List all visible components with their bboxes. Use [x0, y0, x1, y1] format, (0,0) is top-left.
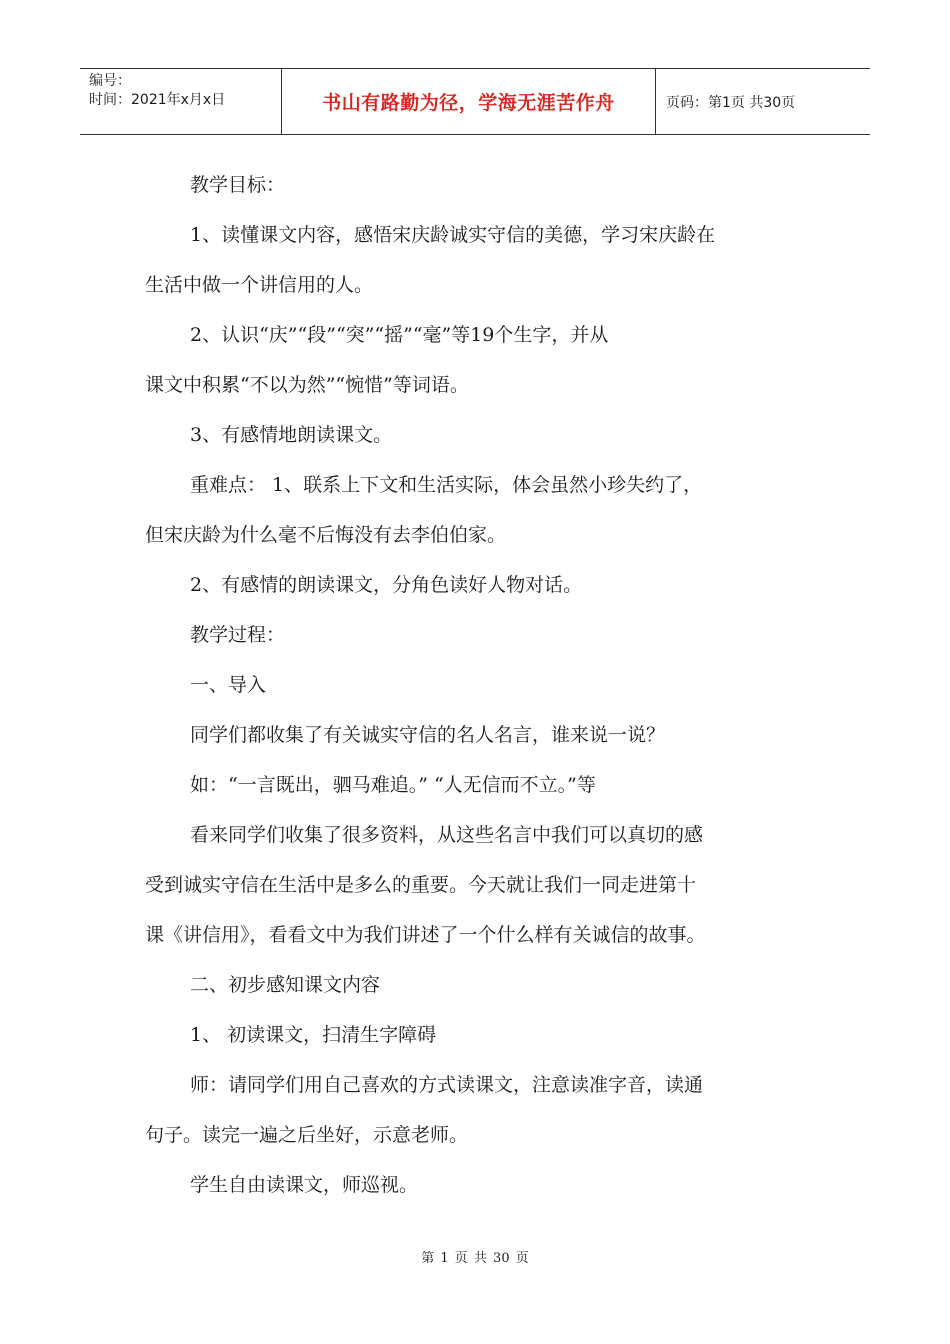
number-label: 编号：	[89, 73, 131, 89]
objective-2-line-2: 课文中积累“不以为然”“惋惜”等词语。	[145, 374, 469, 396]
paragraph-line: 师：请同学们用自己喜欢的方式读课文，注意读准字音，读通	[190, 1074, 704, 1096]
page-footer	[0, 1247, 950, 1266]
subheading-intro: 一、导入	[190, 674, 267, 696]
paragraph-line: 如：“一言既出，驷马难追。” “人无信而不立。”等	[190, 774, 596, 796]
section-heading-process: 教学过程：	[190, 624, 286, 646]
header-meta-cell	[80, 69, 282, 134]
document-body	[145, 160, 810, 1210]
paragraph-line: 学生自由读课文，师巡视。	[190, 1174, 419, 1196]
header-page-cell	[656, 69, 870, 134]
header-page-info: 页码：第1页 共30页	[666, 94, 796, 111]
paragraph-line: 受到诚实守信在生活中是多么的重要。今天就让我们一同走进第十	[145, 874, 697, 896]
objective-1-line-2: 生活中做一个讲信用的人。	[145, 274, 374, 296]
objective-2-line-1: 2、认识“庆”“段”“突”“摇”“毫”等19个生字，并从	[190, 324, 609, 346]
paragraph-line: 句子。读完一遍之后坐好，示意老师。	[145, 1124, 469, 1146]
key-points-line-1: 重难点： 1、联系上下文和生活实际，体会虽然小珍失约了，	[190, 474, 703, 496]
document-header	[80, 68, 870, 135]
footer-page-number: 第 1 页 共 30 页	[421, 1251, 529, 1266]
objective-1-line-1: 1、读懂课文内容，感悟宋庆龄诚实守信的美德，学习宋庆龄在	[190, 224, 716, 246]
objective-3: 3、有感情地朗读课文。	[190, 424, 393, 446]
key-points-2: 2、有感情的朗读课文，分角色读好人物对话。	[190, 574, 583, 596]
paragraph-line: 课《讲信用》，看看文中为我们讲述了一个什么样有关诚信的故事。	[145, 924, 706, 946]
paragraph-line: 同学们都收集了有关诚实守信的名人名言，谁来说一说？	[190, 724, 666, 746]
section-heading-objectives: 教学目标：	[190, 174, 286, 196]
key-points-line-2: 但宋庆龄为什么毫不后悔没有去李伯伯家。	[145, 524, 507, 546]
time-label: 时间：2021年x月x日	[89, 92, 226, 108]
motto-text: 书山有路勤为径，学海无涯苦作舟	[322, 92, 615, 114]
subheading-perception: 二、初步感知课文内容	[190, 974, 381, 996]
header-motto-cell	[282, 69, 656, 134]
step-1: 1、 初读课文，扫清生字障碍	[190, 1024, 437, 1046]
paragraph-line: 看来同学们收集了很多资料，从这些名言中我们可以真切的感	[190, 824, 704, 846]
